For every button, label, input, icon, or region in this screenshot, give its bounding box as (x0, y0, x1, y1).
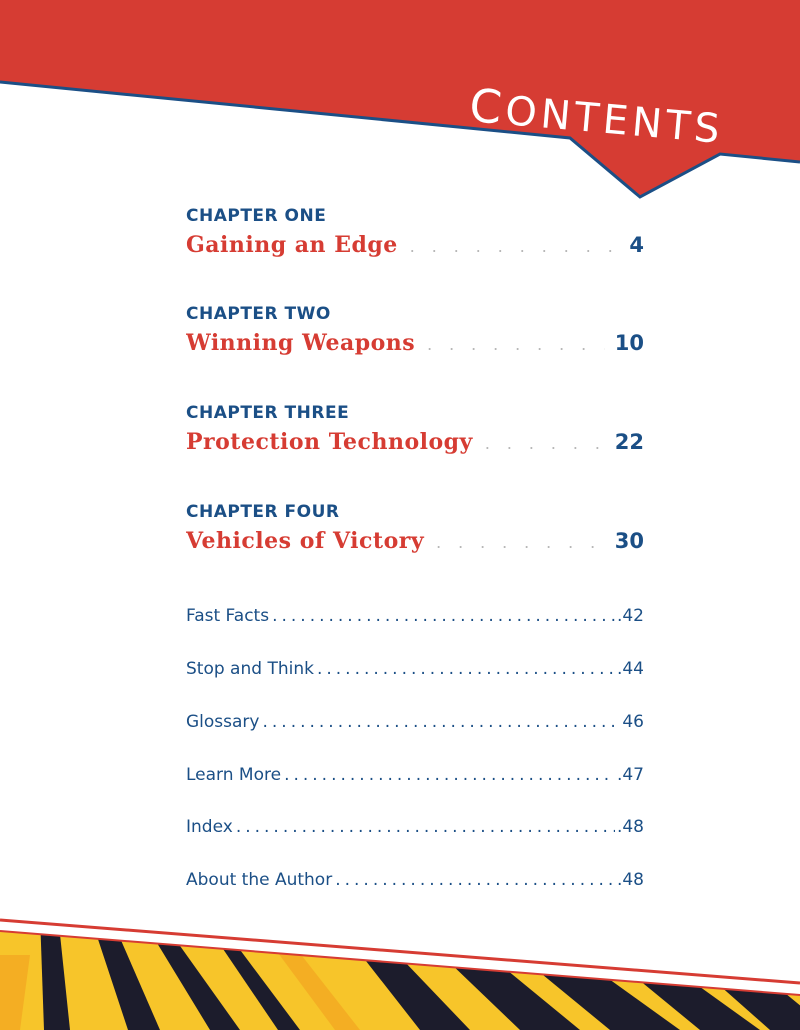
toc-item-about-the-author[interactable] (186, 867, 644, 893)
toc-item-glossary[interactable] (186, 709, 644, 735)
leader-dots (398, 229, 620, 262)
leader-dots (424, 525, 605, 558)
chapter-title[interactable]: Gaining an Edge (186, 232, 398, 258)
toc-item-page: .48 (616, 817, 644, 837)
chapter-title[interactable]: Winning Weapons (186, 330, 416, 356)
leader-dots (269, 603, 615, 629)
toc-chapter-one[interactable] (186, 204, 644, 262)
footer-stripes-decoration (0, 915, 800, 1030)
toc-item-page: .44 (616, 659, 644, 679)
toc-item-fast-facts[interactable] (186, 603, 644, 629)
chapter-label: CHAPTER ONE (186, 206, 327, 226)
toc-chapter-three[interactable] (186, 401, 644, 459)
toc-item-learn-more[interactable] (186, 762, 644, 788)
chapter-page-number: 30 (614, 529, 644, 553)
leader-dots (314, 656, 615, 682)
leader-dots (233, 814, 615, 840)
toc-chapter-four[interactable] (186, 500, 644, 558)
toc-item-page: .47 (616, 765, 644, 785)
leader-dots (332, 867, 615, 893)
chapter-title[interactable]: Protection Technology (186, 429, 473, 455)
toc-item-title: About the Author (186, 870, 333, 890)
page-title: CONTENTS (467, 78, 726, 154)
chapter-label: CHAPTER FOUR (186, 502, 340, 522)
toc-item-title: Index (186, 817, 233, 837)
leader-dots (473, 426, 605, 459)
leader-dots (415, 327, 605, 360)
leader-dots (259, 709, 620, 735)
toc-item-stop-and-think[interactable] (186, 656, 644, 682)
toc-item-title: Learn More (186, 765, 282, 785)
chapter-page-number: 10 (614, 331, 644, 355)
chapter-page-number: 22 (614, 430, 644, 454)
chapter-label: CHAPTER THREE (186, 403, 350, 423)
chapter-label: CHAPTER TWO (186, 304, 331, 324)
toc-item-page: .42 (616, 606, 644, 626)
leader-dots (281, 762, 615, 788)
toc-item-title: Fast Facts (186, 606, 270, 626)
chapter-title[interactable]: Vehicles of Victory (186, 528, 425, 554)
toc-item-page: .48 (616, 870, 644, 890)
toc-item-title: Glossary (186, 712, 260, 732)
toc-item-page: 46 (622, 712, 644, 732)
toc-chapter-two[interactable] (186, 302, 644, 360)
toc-item-title: Stop and Think (186, 659, 314, 679)
toc-item-index[interactable] (186, 814, 644, 840)
chapter-page-number: 4 (629, 233, 644, 257)
